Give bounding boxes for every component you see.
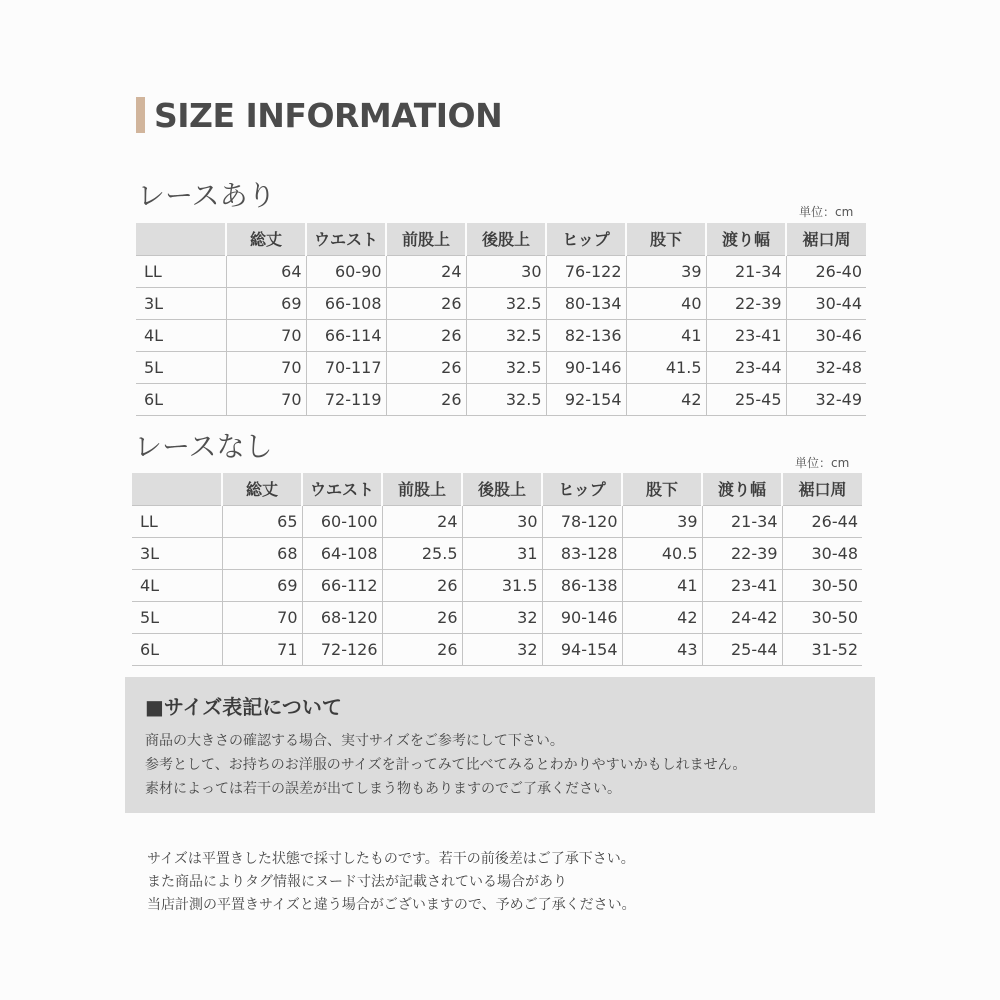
table-header-row — [136, 223, 866, 255]
table-cell: 43 — [622, 633, 702, 665]
table-cell: 25-45 — [706, 383, 786, 415]
table-cell: 90-146 — [542, 601, 622, 633]
table-cell: 60-100 — [302, 505, 382, 537]
size-label-cell: 3L — [136, 287, 226, 319]
table-cell: 30 — [462, 505, 542, 537]
table-cell: 78-120 — [542, 505, 622, 537]
table-cell: 65 — [222, 505, 302, 537]
note-line: 商品の大きさの確認する場合、実寸サイズをご参考にして下さい。 — [145, 733, 564, 749]
table-cell: 41 — [626, 319, 706, 351]
header-cell-size — [136, 223, 226, 255]
table-cell: 26 — [382, 601, 462, 633]
table-cell: 76-122 — [546, 255, 626, 287]
header-cell: 股下 — [626, 223, 706, 255]
table-cell: 40.5 — [622, 537, 702, 569]
table-cell: 26-40 — [786, 255, 866, 287]
table-cell: 22-39 — [702, 537, 782, 569]
table-cell: 30-50 — [782, 601, 862, 633]
page-header — [136, 95, 502, 135]
unit-label-no-lace: 単位：cm — [795, 456, 850, 470]
table-cell: 31-52 — [782, 633, 862, 665]
table-cell: 94-154 — [542, 633, 622, 665]
size-label-cell: 6L — [132, 633, 222, 665]
header-cell: 渡り幅 — [706, 223, 786, 255]
header-cell: ヒップ — [546, 223, 626, 255]
table-cell: 30-48 — [782, 537, 862, 569]
table-cell: 26 — [382, 633, 462, 665]
table-cell: 40 — [626, 287, 706, 319]
page-title: SIZE INFORMATION — [154, 95, 503, 135]
size-label-cell: LL — [136, 255, 226, 287]
size-label-cell: 5L — [132, 601, 222, 633]
header-cell: ウエスト — [302, 473, 382, 505]
header-cell: ヒップ — [542, 473, 622, 505]
table-cell: 23-44 — [706, 351, 786, 383]
table-cell: 64-108 — [302, 537, 382, 569]
table-cell: 26-44 — [782, 505, 862, 537]
header-cell: 裾口周 — [786, 223, 866, 255]
unit-label-lace: 単位：cm — [799, 205, 854, 219]
table-cell: 82-136 — [546, 319, 626, 351]
note-line: 素材によっては若干の誤差が出てしまう物もありますのでご了承ください。 — [145, 781, 621, 797]
table-cell: 24-42 — [702, 601, 782, 633]
table-title-lace: レースあり — [137, 179, 276, 212]
table-cell: 32.5 — [466, 351, 546, 383]
table-row — [136, 319, 866, 351]
table-cell: 70 — [222, 601, 302, 633]
table-title-no-lace: レースなし — [134, 430, 273, 463]
table-cell: 23-41 — [706, 319, 786, 351]
table-cell: 68-120 — [302, 601, 382, 633]
table-cell: 30 — [466, 255, 546, 287]
header-cell: 股下 — [622, 473, 702, 505]
table-cell: 32.5 — [466, 287, 546, 319]
header-cell: 裾口周 — [782, 473, 862, 505]
table-row — [132, 601, 862, 633]
table-row — [136, 255, 866, 287]
size-label-cell: 4L — [132, 569, 222, 601]
table-cell: 86-138 — [542, 569, 622, 601]
table-cell: 42 — [622, 601, 702, 633]
table-cell: 69 — [222, 569, 302, 601]
table-cell: 26 — [386, 351, 466, 383]
table-header-row — [132, 473, 862, 505]
footer-line: また商品によりタグ情報にヌード寸法が記載されている場合があり — [147, 874, 567, 890]
table-cell: 68 — [222, 537, 302, 569]
table-row — [132, 505, 862, 537]
table-cell: 26 — [386, 383, 466, 415]
table-row — [132, 537, 862, 569]
table-cell: 25.5 — [382, 537, 462, 569]
size-label-cell: 3L — [132, 537, 222, 569]
table-cell: 32-48 — [786, 351, 866, 383]
size-label-cell: LL — [132, 505, 222, 537]
table-cell: 80-134 — [546, 287, 626, 319]
size-label-cell: 5L — [136, 351, 226, 383]
size-table-lace — [136, 223, 866, 416]
table-cell: 22-39 — [706, 287, 786, 319]
table-cell: 30-46 — [786, 319, 866, 351]
table-cell: 30-44 — [786, 287, 866, 319]
table-cell: 90-146 — [546, 351, 626, 383]
header-accent-bar — [136, 97, 145, 133]
table-cell: 71 — [222, 633, 302, 665]
table-cell: 32 — [462, 601, 542, 633]
table-cell: 66-108 — [306, 287, 386, 319]
table-cell: 23-41 — [702, 569, 782, 601]
table-cell: 32 — [462, 633, 542, 665]
header-cell: 前股上 — [382, 473, 462, 505]
size-label-cell: 6L — [136, 383, 226, 415]
table-cell: 25-44 — [702, 633, 782, 665]
header-cell: ウエスト — [306, 223, 386, 255]
footer-line: サイズは平置きした状態で採寸したものです。若干の前後差はご了承下さい。 — [147, 851, 635, 867]
table-cell: 24 — [382, 505, 462, 537]
table-cell: 42 — [626, 383, 706, 415]
table-cell: 30-50 — [782, 569, 862, 601]
table-cell: 41.5 — [626, 351, 706, 383]
table-cell: 66-114 — [306, 319, 386, 351]
table-cell: 83-128 — [542, 537, 622, 569]
header-cell-size — [132, 473, 222, 505]
table-cell: 70-117 — [306, 351, 386, 383]
table-cell: 66-112 — [302, 569, 382, 601]
table-cell: 26 — [386, 319, 466, 351]
header-cell: 前股上 — [386, 223, 466, 255]
table-cell: 92-154 — [546, 383, 626, 415]
table-cell: 32.5 — [466, 383, 546, 415]
table-cell: 70 — [226, 319, 306, 351]
table-cell: 39 — [626, 255, 706, 287]
table-cell: 72-126 — [302, 633, 382, 665]
header-cell: 後股上 — [462, 473, 542, 505]
table-cell: 70 — [226, 351, 306, 383]
table-cell: 72-119 — [306, 383, 386, 415]
note-line: 参考として、お持ちのお洋服のサイズを計ってみて比べてみるとわかりやすいかもしれません。 — [145, 757, 747, 773]
header-cell: 総丈 — [222, 473, 302, 505]
table-row — [136, 351, 866, 383]
table-cell: 31 — [462, 537, 542, 569]
table-row — [136, 383, 866, 415]
header-cell: 渡り幅 — [702, 473, 782, 505]
note-title: ■サイズ表記について — [145, 695, 342, 719]
table-cell: 26 — [382, 569, 462, 601]
table-cell: 26 — [386, 287, 466, 319]
size-note-box — [125, 677, 875, 813]
table-cell: 70 — [226, 383, 306, 415]
table-cell: 64 — [226, 255, 306, 287]
footer-notes — [147, 848, 636, 917]
table-cell: 21-34 — [702, 505, 782, 537]
size-label-cell: 4L — [136, 319, 226, 351]
footer-line: 当店計測の平置きサイズと違う場合がございますので、予めご了承ください。 — [147, 897, 636, 913]
table-row — [132, 633, 862, 665]
table-cell: 32.5 — [466, 319, 546, 351]
table-cell: 41 — [622, 569, 702, 601]
header-cell: 総丈 — [226, 223, 306, 255]
table-cell: 69 — [226, 287, 306, 319]
table-row — [136, 287, 866, 319]
table-row — [132, 569, 862, 601]
table-cell: 21-34 — [706, 255, 786, 287]
header-cell: 後股上 — [466, 223, 546, 255]
table-cell: 31.5 — [462, 569, 542, 601]
table-cell: 24 — [386, 255, 466, 287]
table-cell: 60-90 — [306, 255, 386, 287]
table-cell: 39 — [622, 505, 702, 537]
size-table-no-lace — [132, 473, 862, 666]
table-cell: 32-49 — [786, 383, 866, 415]
